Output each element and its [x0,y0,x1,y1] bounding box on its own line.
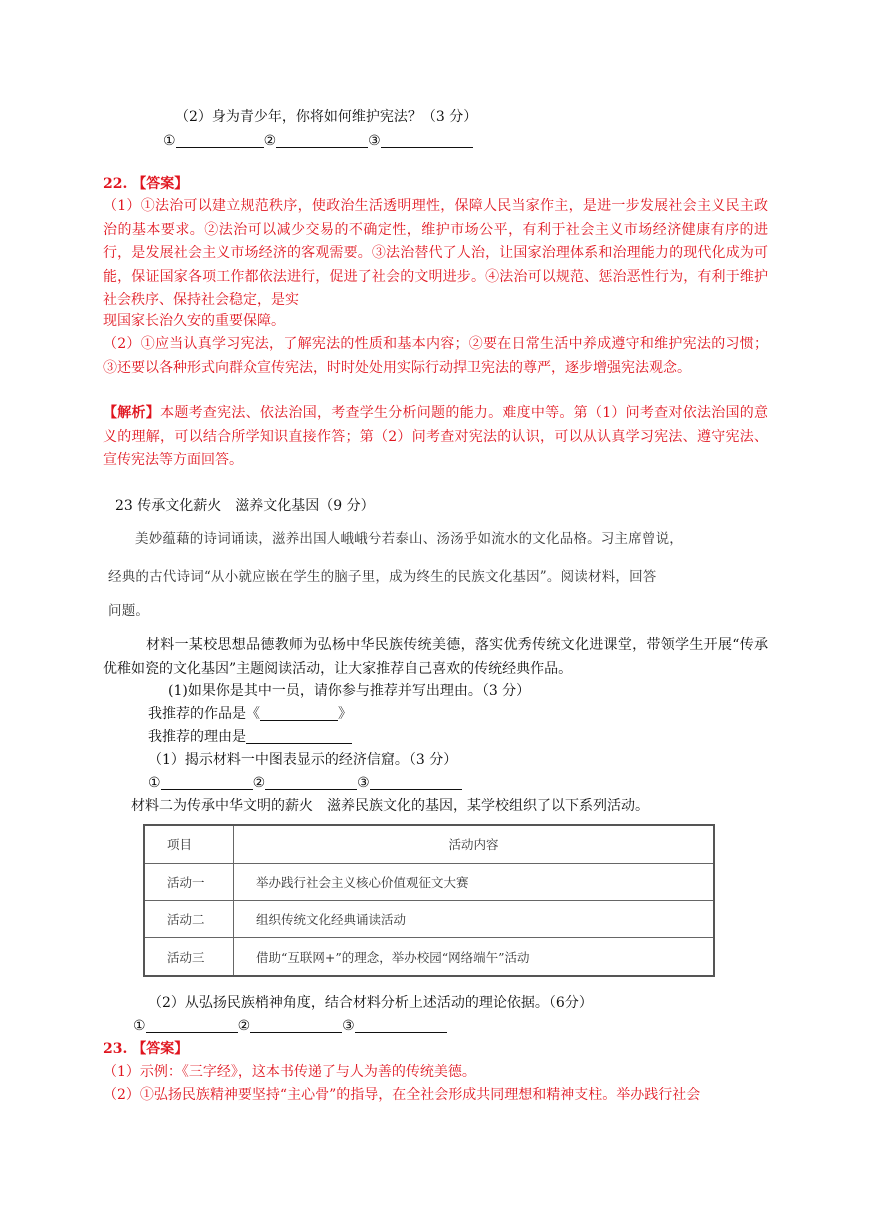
mark-2: ② [263,133,277,149]
recommend-work-prefix: 我推荐的作品是《 [148,706,260,722]
q23-sub2-blanks [133,1015,447,1039]
analysis-label: 【解析】 [103,405,161,421]
q23-sub1b: （1）揭示材料一中图表显示的经济信窟。（3 分） [148,752,458,768]
recommend-work-blank[interactable] [260,704,338,721]
blank-1[interactable] [176,131,264,148]
table-cell-item: 活动二 [144,900,234,937]
mark-3: ③ [368,133,381,149]
mark-1: ① [148,775,161,791]
mark-3: ③ [342,1018,355,1034]
blank-3[interactable] [381,131,473,148]
q23-intro-line1: 美妙蕴藉的诗词诵读，滋养出国人峨峨兮若泰山、汤汤乎如流水的文化品格。习主席曾说， [135,531,683,547]
recommend-work-line [148,703,352,727]
blank-2[interactable] [265,773,357,790]
activities-table [143,824,715,977]
analysis-text: 本题考查宪法、依法治国，考查学生分析问题的能力。难度中等。第（1）问考查对依法治国的意义的理解，可以结合所学知识直接作答；第（2）问考查对宪法的认识，可以从认真学习宪法、遵守宪法、宣传宪法等方面回答。 [103,405,769,468]
blank-2[interactable] [276,131,368,148]
q21-answer-blanks [163,130,473,154]
table-row [144,900,714,937]
table-cell-item: 活动一 [144,863,234,900]
answer-22-part1-end: 现国家长治久安的重要保障。 [103,313,285,329]
recommend-reason-prefix: 我推荐的理由是 [148,729,246,745]
q23-title: 23 传承文化薪火 滋养文化基因（9 分） [115,498,375,514]
q23-intro-line3: 问题。 [108,603,150,619]
answer-22-analysis [103,402,768,473]
answer-22-part1: （1）①法治可以建立规范秩序，使政治生活透明理性，保障人民当家作主，是进一步发展社会主义民主政治的基本要求。②法治可以减少交易的不确定性，维护市场公平，有利于社会主义市场经济健康有序的进行，是发展社会主义市场经济的客观需要。③法治替代了人治，让国家治理体系和治理能力的现代化成为可能，保证国家各项工作都依法进行，促进了社会的文明进步。④法治可以规范、惩治恶性行为，有利于维护社会秩序、保持社会稳定，是实 [103,198,768,308]
table-row [144,863,714,900]
q23-intro-line2: 经典的古代诗词“从小就应嵌在学生的脑子里，成为终生的民族文化基因”。阅读材料，回答 [108,569,657,585]
q21-sub2: （2）身为青少年，你将如何维护宪法？（3 分） [175,109,478,125]
blank-1[interactable] [146,1016,238,1033]
table-row [144,938,714,976]
mark-3: ③ [357,775,370,791]
q23-sub1: (1)如果你是其中一员，请你参与推荐并写出理由。（3 分） [168,683,531,699]
answer-23-part2: （2）①弘扬民族精神要坚持“主心骨”的指导，在全社会形成共同理想和精神支柱。举办践行社会 [103,1087,701,1103]
blank-2[interactable] [250,1016,342,1033]
mark-1: ① [133,1018,146,1034]
table-header-item: 项目 [144,825,234,863]
mark-2: ② [252,775,266,791]
mark-2: ② [237,1018,251,1034]
recommend-reason-blank[interactable] [246,727,352,744]
answer-22-heading: 22. 【答案】 [103,176,189,192]
q23-sub2: （2）从弘扬民族梢神角度，结合材料分析上述活动的理论依据。（6分） [148,995,593,1011]
material-1: 材料一某校思想品德教师为弘杨中华民族传统美德，落实优秀传统文化进课堂，带领学生开展“传承优稚如瓷的文化基因”主题阅读活动，让大家推荐自己喜欢的传统经典作品。 [103,637,768,677]
blank-3[interactable] [355,1016,447,1033]
table-cell-item: 活动三 [144,938,234,976]
blank-1[interactable] [161,773,253,790]
table-cell-content: 组织传统文化经典诵读活动 [234,900,715,937]
mark-1: ① [163,133,176,149]
blank-3[interactable] [370,773,462,790]
material-2: 材料二为传承中华文明的薪火 滋养民族文化的基因，某学校组织了以下系列活动。 [131,798,649,814]
table-cell-content: 借助“互联网+”的理念，举办校园“网络端午”活动 [234,938,715,976]
answer-22-part2: （2）①应当认真学习宪法，了解宪法的性质和基本内容；②要在日常生活中养成遵守和维护宪法的习惯；③还要以各种形式向群众宣传宪法，时时处处用实际行动捍卫宪法的尊严，逐步增强宪法观念。 [103,336,768,376]
table-header-row [144,825,714,863]
recommend-reason-line [148,726,352,750]
answer-23-part1: （1）示例：《三字经》，这本书传递了与人为善的传统美德。 [103,1064,476,1080]
answer-23-heading: 23. 【答案】 [103,1041,189,1057]
q23-sub1b-blanks [148,772,462,796]
table-cell-content: 举办践行社会主义核心价值观征文大赛 [234,863,715,900]
table-header-content: 活动内容 [234,825,715,863]
recommend-work-suffix: 》 [338,706,352,722]
